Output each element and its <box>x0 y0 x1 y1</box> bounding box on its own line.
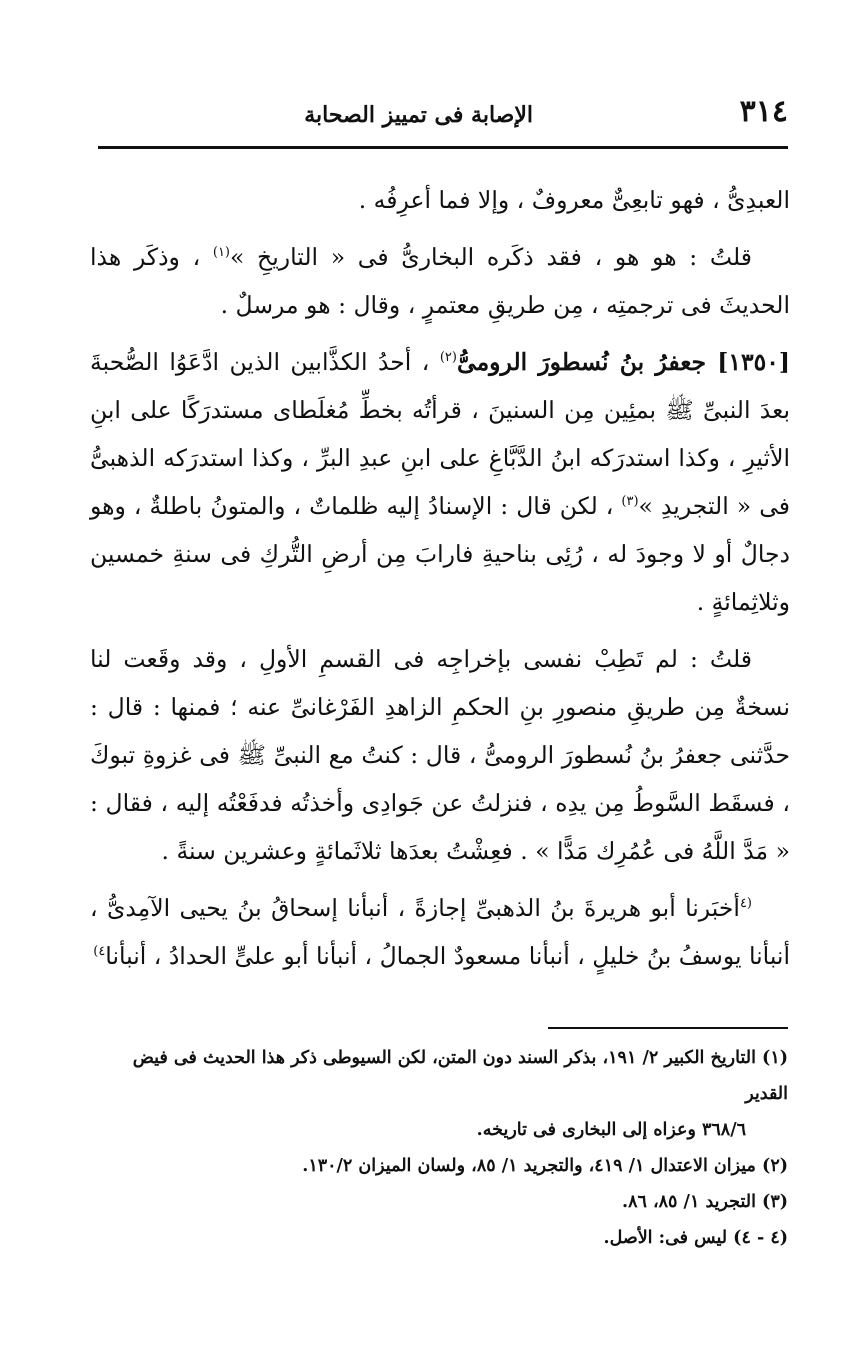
paragraph-text: ، لكن قال : الإسنادُ إليه ظلماتٌ ، والمتونُ باطلةٌ ، وهو دجالٌ أو لا وجودَ له ، رُئِى بناحيةِ فارابَ مِن أرضِ التُّركِ فى سنةِ خمسين وثلاثِمائةٍ . <box>90 492 790 616</box>
footnote-marker: (٢) <box>439 350 457 366</box>
page-number: ٣١٤ <box>739 94 788 129</box>
header-rule <box>98 146 788 149</box>
footnote-4: (٤ - ٤) ليس فى: الأصل. <box>603 1228 788 1248</box>
footnote-marker: (٤ <box>739 896 752 912</box>
paragraph-chain <box>90 884 790 980</box>
paragraph-text: ، وذكَر هذا الحديثَ فى ترجمتِه ، مِن طريقِ معتمرٍ ، وقال : هو مرسلٌ . <box>90 243 790 319</box>
paragraph-text: ، أحدُ الكذَّابين الذين ادَّعَوُا الصُّحبةَ بعدَ النبىِّ ﷺ بمئِين مِن السنينَ ، قرأتُه بخطِّ مُغلَطاى مستدرَكًا على ابنِ الأثيرِ ، وكذا استدرَكه ابنُ الدَّبَّاغِ على ابنِ عبدِ البرِّ ، وكذا استدرَكه الذهبىُّ فى « التجريدِ » <box>90 348 791 520</box>
footnote-1-continuation: ٣٦٨/٦ وعزاه إلى البخارى فى تاريخه. <box>476 1120 746 1140</box>
footnote-rule <box>548 1027 788 1029</box>
footnote-3: (٣) التجريد ١/ ٨٥، ٨٦. <box>622 1192 788 1212</box>
footnotes <box>88 1040 788 1256</box>
paragraph-note <box>90 233 790 329</box>
footnote-1: (١) التاريخ الكبير ٢/ ١٩١، بذكر السند دون المتن، لكن السيوطى ذكر هذا الحديث فى فيض القدير <box>132 1048 788 1104</box>
paragraph-text: العبدِىُّ ، فهو تابعِىٌّ معروفٌ ، وإلا فما أعرِفُه . <box>358 186 790 214</box>
paragraph-text: أخبَرنا أبو هريرةَ بنُ الذهبىِّ إجازةً ، أنبأنا إسحاقُ بنُ يحيى الآمِدىُّ ، أنبأنا يوسفُ بنُ خليلٍ ، أنبأنا مسعودٌ الجمالُ ، أنبأنا أبو علىٍّ الحدادُ ، أنبأنا <box>90 894 790 970</box>
footnote-marker: (٣) <box>621 494 639 510</box>
paragraph-text: قلتُ : لم تَطِبْ نفسى بإخراجِه فى القسمِ الأولِ ، وقد وقَعت لنا نسخةٌ مِن طريقِ منصورِ بنِ الحكمِ الزاهدِ الفَرْغانىِّ عنه ؛ فمنها : قال : حدَّثنى جعفرُ بنُ نُسطورَ الرومىُّ ، قال : كنتُ مع النبىِّ ﷺ فى غزوةِ تبوكَ ، فسقَط السَّوطُ مِن يدِه ، فنزلتُ عن جَوادِى وأخذتُه فدفَعْتُه إليه ، فقال : « مَدَّ اللَّهُ فى عُمُرِك مَدًّا » . فعِشْتُ بعدَها ثلاثَمائةٍ وعشرين سنةً . <box>90 645 790 865</box>
footnote-2: (٢) ميزان الاعتدال ١/ ٤١٩، والتجريد ١/ ٨٥، ولسان الميزان ١٣٠/٢. <box>302 1156 788 1176</box>
entry-number: [١٣٥٠] <box>706 348 791 376</box>
footnote-marker: (١) <box>212 245 230 261</box>
footnote-marker: ٤) <box>93 944 106 960</box>
page-header <box>98 92 788 136</box>
paragraph-continuation <box>90 176 790 224</box>
main-text <box>90 176 790 989</box>
paragraph-text: قلتُ : هو هو ، فقد ذكَره البخارىُّ فى « التاريخِ » <box>230 243 752 271</box>
biography-entry <box>90 338 790 626</box>
running-title: الإصابة فى تمييز الصحابة <box>304 102 533 128</box>
paragraph-note <box>90 635 790 875</box>
entry-name: جعفرُ بنُ نُسطورَ الرومىُّ <box>456 348 707 376</box>
